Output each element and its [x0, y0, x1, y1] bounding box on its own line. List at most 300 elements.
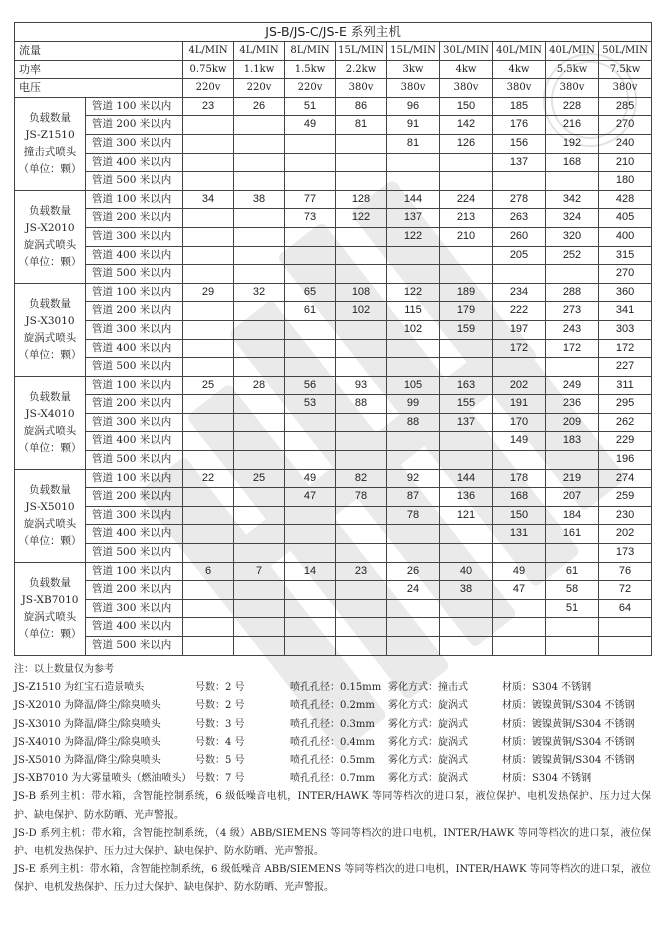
- table-cell: [440, 525, 493, 544]
- table-cell: 7: [234, 562, 285, 581]
- table-cell: 161: [546, 525, 599, 544]
- header-value: 380v: [493, 79, 546, 98]
- table-cell: [336, 339, 387, 358]
- group-label: [15, 376, 86, 469]
- table-cell: 81: [387, 134, 440, 153]
- table-cell: 76: [599, 562, 652, 581]
- model-line: [14, 770, 651, 788]
- pipe-length-label: 管道 100 米以内: [86, 562, 183, 581]
- table-cell: 260: [493, 227, 546, 246]
- table-cell: 278: [493, 190, 546, 209]
- table-cell: 263: [493, 209, 546, 228]
- table-cell: 168: [546, 153, 599, 172]
- table-cell: [183, 413, 234, 432]
- header-label: 电压: [15, 79, 183, 98]
- table-cell: [387, 599, 440, 618]
- header-value: 380v: [546, 79, 599, 98]
- table-cell: 183: [546, 432, 599, 451]
- table-cell: 213: [440, 209, 493, 228]
- table-cell: [285, 618, 336, 637]
- pipe-length-label: 管道 400 米以内: [86, 339, 183, 358]
- table-cell: [285, 339, 336, 358]
- table-cell: 78: [336, 488, 387, 507]
- pipe-length-label: 管道 200 米以内: [86, 302, 183, 321]
- pipe-length-label: 管道 300 米以内: [86, 506, 183, 525]
- table-cell: 65: [285, 283, 336, 302]
- group-label-line: 旋涡式喷头: [23, 424, 77, 437]
- table-cell: 222: [493, 302, 546, 321]
- table-cell: 252: [546, 246, 599, 265]
- table-cell: [183, 395, 234, 414]
- table-cell: 197: [493, 320, 546, 339]
- table-cell: [493, 618, 546, 637]
- model-atomize-method: 雾化方式：旋涡式: [388, 700, 468, 712]
- table-cell: [387, 358, 440, 377]
- table-cell: [183, 451, 234, 470]
- header-label: 功率: [15, 60, 183, 79]
- table-cell: 196: [599, 451, 652, 470]
- group-label-line: JS-X3010: [25, 314, 75, 327]
- table-cell: [440, 339, 493, 358]
- model-name: JS-X3010 为降温/降尘/除臭喷头: [14, 718, 161, 730]
- table-cell: [285, 358, 336, 377]
- header-row: [15, 60, 652, 79]
- table-cell: [234, 246, 285, 265]
- header-value: 8L/MIN: [285, 42, 336, 61]
- group-label-line: 旋涡式喷头: [23, 610, 77, 623]
- table-cell: [440, 358, 493, 377]
- table-row: [15, 395, 652, 414]
- table-cell: [285, 153, 336, 172]
- pipe-length-label: 管道 400 米以内: [86, 246, 183, 265]
- model-list: [14, 679, 651, 788]
- table-cell: [546, 544, 599, 563]
- table-cell: 207: [546, 488, 599, 507]
- table-cell: 88: [336, 395, 387, 414]
- table-cell: [336, 134, 387, 153]
- table-cell: [285, 134, 336, 153]
- table-cell: [285, 432, 336, 451]
- table-row: [15, 599, 652, 618]
- table-cell: 137: [440, 413, 493, 432]
- model-atomize-method: 雾化方式：旋涡式: [388, 754, 468, 766]
- header-value: 380v: [336, 79, 387, 98]
- table-row: [15, 190, 652, 209]
- header-value: 4L/MIN: [183, 42, 234, 61]
- group-label-line: 负载数量: [29, 204, 71, 217]
- table-cell: 227: [599, 358, 652, 377]
- table-cell: 47: [493, 581, 546, 600]
- table-cell: [234, 153, 285, 172]
- table-cell: 288: [546, 283, 599, 302]
- table-cell: [493, 172, 546, 191]
- pipe-length-label: 管道 500 米以内: [86, 451, 183, 470]
- table-cell: 108: [336, 283, 387, 302]
- model-material: 材质：镀镍黄铜/S304 不锈钢: [502, 736, 635, 748]
- table-cell: [336, 320, 387, 339]
- table-cell: [234, 339, 285, 358]
- table-cell: 273: [546, 302, 599, 321]
- table-cell: [440, 618, 493, 637]
- table-cell: 216: [546, 116, 599, 135]
- model-hole-size: 喷孔孔径：0.7mm: [290, 773, 375, 785]
- pipe-length-label: 管道 500 米以内: [86, 358, 183, 377]
- table-cell: [285, 451, 336, 470]
- table-cell: [183, 153, 234, 172]
- table-cell: [285, 413, 336, 432]
- pipe-length-label: 管道 400 米以内: [86, 525, 183, 544]
- table-cell: 49: [493, 562, 546, 581]
- pipe-length-label: 管道 100 米以内: [86, 283, 183, 302]
- group-label-line: JS-XB7010: [21, 593, 79, 606]
- table-cell: 93: [336, 376, 387, 395]
- model-atomize-method: 雾化方式：撞击式: [388, 682, 468, 694]
- table-cell: [234, 320, 285, 339]
- table-cell: 274: [599, 469, 652, 488]
- table-cell: [234, 637, 285, 656]
- header-value: 7.5kw: [599, 60, 652, 79]
- table-cell: [387, 451, 440, 470]
- table-cell: 96: [387, 97, 440, 116]
- group-label-line: 旋涡式喷头: [23, 331, 77, 344]
- table-row: [15, 413, 652, 432]
- table-cell: [599, 637, 652, 656]
- pipe-length-label: 管道 100 米以内: [86, 376, 183, 395]
- table-cell: [546, 451, 599, 470]
- table-cell: [336, 227, 387, 246]
- table-cell: 28: [234, 376, 285, 395]
- notes-intro: 注：以上数量仅为参考: [14, 664, 114, 675]
- table-cell: 26: [387, 562, 440, 581]
- header-value: 50L/MIN: [599, 42, 652, 61]
- table-cell: 92: [387, 469, 440, 488]
- table-cell: [183, 525, 234, 544]
- model-line: [14, 734, 651, 752]
- table-cell: 105: [387, 376, 440, 395]
- table-row: [15, 469, 652, 488]
- pipe-length-label: 管道 300 米以内: [86, 320, 183, 339]
- model-atomize-method: 雾化方式：旋涡式: [388, 718, 468, 730]
- table-cell: [183, 506, 234, 525]
- table-cell: 73: [285, 209, 336, 228]
- table-cell: 210: [599, 153, 652, 172]
- table-cell: 405: [599, 209, 652, 228]
- table-cell: 205: [493, 246, 546, 265]
- table-cell: [336, 525, 387, 544]
- table-cell: [183, 581, 234, 600]
- table-cell: 14: [285, 562, 336, 581]
- table-cell: [387, 339, 440, 358]
- table-cell: 184: [546, 506, 599, 525]
- table-cell: [336, 172, 387, 191]
- table-cell: [234, 432, 285, 451]
- table-cell: 191: [493, 395, 546, 414]
- model-atomize-method: 雾化方式：旋涡式: [388, 736, 468, 748]
- header-value: 30L/MIN: [440, 42, 493, 61]
- header-value: 0.75kw: [183, 60, 234, 79]
- table-row: [15, 97, 652, 116]
- table-cell: 234: [493, 283, 546, 302]
- table-cell: 189: [440, 283, 493, 302]
- table-cell: [183, 618, 234, 637]
- table-cell: [387, 637, 440, 656]
- table-cell: [234, 302, 285, 321]
- table-row: [15, 134, 652, 153]
- table-cell: 150: [440, 97, 493, 116]
- title-row: [15, 23, 652, 42]
- header-value: 15L/MIN: [336, 42, 387, 61]
- table-cell: 78: [387, 506, 440, 525]
- table-cell: 6: [183, 562, 234, 581]
- table-cell: 159: [440, 320, 493, 339]
- table-row: [15, 153, 652, 172]
- header-value: 220v: [183, 79, 234, 98]
- table-cell: [183, 116, 234, 135]
- table-cell: 122: [387, 227, 440, 246]
- model-material: 材质：S304 不锈钢: [502, 773, 592, 785]
- table-cell: 38: [440, 581, 493, 600]
- table-cell: 58: [546, 581, 599, 600]
- table-cell: [183, 227, 234, 246]
- pipe-length-label: 管道 100 米以内: [86, 190, 183, 209]
- table-cell: 270: [599, 116, 652, 135]
- table-cell: 311: [599, 376, 652, 395]
- table-cell: 49: [285, 469, 336, 488]
- table-cell: 49: [285, 116, 336, 135]
- table-cell: 228: [546, 97, 599, 116]
- table-cell: 172: [599, 339, 652, 358]
- table-cell: 87: [387, 488, 440, 507]
- table-cell: 144: [440, 469, 493, 488]
- table-cell: 155: [440, 395, 493, 414]
- header-value: 40L/MIN: [546, 42, 599, 61]
- table-cell: [440, 599, 493, 618]
- model-hole-size: 喷孔孔径：0.3mm: [290, 718, 375, 730]
- table-cell: 102: [387, 320, 440, 339]
- table-row: [15, 358, 652, 377]
- table-cell: 32: [234, 283, 285, 302]
- group-label-line: JS-X4010: [25, 407, 75, 420]
- model-material: 材质：镀镍黄铜/S304 不锈钢: [502, 718, 635, 730]
- table-cell: [234, 488, 285, 507]
- table-cell: [234, 413, 285, 432]
- table-cell: 243: [546, 320, 599, 339]
- table-cell: [336, 637, 387, 656]
- table-cell: 180: [599, 172, 652, 191]
- table-row: [15, 172, 652, 191]
- table-row: [15, 525, 652, 544]
- table-cell: 240: [599, 134, 652, 153]
- table-cell: 163: [440, 376, 493, 395]
- table-cell: [183, 339, 234, 358]
- table-cell: [387, 525, 440, 544]
- model-hole-size: 喷孔孔径：0.4mm: [290, 736, 375, 748]
- table-cell: [546, 618, 599, 637]
- table-cell: 115: [387, 302, 440, 321]
- table-cell: [285, 525, 336, 544]
- pipe-length-label: 管道 200 米以内: [86, 209, 183, 228]
- table-cell: 262: [599, 413, 652, 432]
- pipe-length-label: 管道 300 米以内: [86, 134, 183, 153]
- model-hole-size: 喷孔孔径：0.15mm: [290, 682, 382, 694]
- notes-section: [14, 661, 651, 898]
- group-label: [15, 97, 86, 190]
- model-line: [14, 679, 651, 697]
- group-label-line: 撞击式喷头: [23, 145, 77, 158]
- model-name: JS-X4010 为降温/降尘/除臭喷头: [14, 736, 161, 748]
- table-cell: 22: [183, 469, 234, 488]
- table-cell: 88: [387, 413, 440, 432]
- table-cell: 128: [336, 190, 387, 209]
- group-label-line: 负载数量: [29, 297, 71, 310]
- table-row: [15, 302, 652, 321]
- table-row: [15, 581, 652, 600]
- table-row: [15, 265, 652, 284]
- header-value: 1.5kw: [285, 60, 336, 79]
- table-cell: 26: [234, 97, 285, 116]
- table-cell: 142: [440, 116, 493, 135]
- table-cell: 34: [183, 190, 234, 209]
- table-cell: 179: [440, 302, 493, 321]
- header-value: 5.5kw: [546, 60, 599, 79]
- table-cell: 25: [234, 469, 285, 488]
- table-cell: 341: [599, 302, 652, 321]
- table-cell: [285, 246, 336, 265]
- pipe-length-label: 管道 500 米以内: [86, 172, 183, 191]
- header-label: 流量: [15, 42, 183, 61]
- table-cell: [599, 618, 652, 637]
- table-cell: 202: [493, 376, 546, 395]
- table-cell: 428: [599, 190, 652, 209]
- table-cell: [546, 172, 599, 191]
- table-cell: 137: [387, 209, 440, 228]
- table-cell: 24: [387, 581, 440, 600]
- group-label-line: 负载数量: [29, 576, 71, 589]
- table-cell: 168: [493, 488, 546, 507]
- table-cell: 320: [546, 227, 599, 246]
- table-row: [15, 562, 652, 581]
- table-cell: 176: [493, 116, 546, 135]
- table-cell: [440, 153, 493, 172]
- group-label-line: 负载数量: [29, 390, 71, 403]
- table-cell: 47: [285, 488, 336, 507]
- group-label-line: JS-X2010: [25, 221, 75, 234]
- table-cell: 23: [336, 562, 387, 581]
- group-label-line: JS-Z1510: [25, 128, 75, 141]
- table-cell: [234, 581, 285, 600]
- table-cell: 82: [336, 469, 387, 488]
- table-cell: [183, 432, 234, 451]
- model-line: [14, 752, 651, 770]
- table-cell: [285, 637, 336, 656]
- table-cell: [387, 153, 440, 172]
- table-cell: [387, 265, 440, 284]
- header-value: 3kw: [387, 60, 440, 79]
- pipe-length-label: 管道 400 米以内: [86, 618, 183, 637]
- table-cell: 303: [599, 320, 652, 339]
- table-cell: 149: [493, 432, 546, 451]
- table-cell: 185: [493, 97, 546, 116]
- table-cell: [493, 451, 546, 470]
- pipe-length-label: 管道 400 米以内: [86, 153, 183, 172]
- table-cell: [234, 618, 285, 637]
- table-cell: [234, 134, 285, 153]
- table-cell: [285, 320, 336, 339]
- table-cell: 259: [599, 488, 652, 507]
- table-cell: 209: [546, 413, 599, 432]
- table-cell: 295: [599, 395, 652, 414]
- series-b-description: JS-B 系列主机：带水箱，含智能控制系统，6 级低噪音电机，INTER/HAWK 等同等档次的进口泵，液位保护、电机发热保护、压力过大保护、缺电保护、防水防晒、光声警报。: [14, 791, 651, 821]
- table-row: [15, 488, 652, 507]
- table-cell: 23: [183, 97, 234, 116]
- table-cell: [440, 172, 493, 191]
- pipe-length-label: 管道 500 米以内: [86, 265, 183, 284]
- table-cell: 210: [440, 227, 493, 246]
- table-cell: 202: [599, 525, 652, 544]
- header-row: [15, 42, 652, 61]
- header-row: [15, 79, 652, 98]
- model-hole-size: 喷孔孔径：0.2mm: [290, 700, 375, 712]
- table-cell: [440, 265, 493, 284]
- table-cell: [183, 302, 234, 321]
- spec-table: [14, 22, 652, 656]
- table-cell: [285, 227, 336, 246]
- table-cell: [336, 581, 387, 600]
- table-cell: 400: [599, 227, 652, 246]
- table-cell: 315: [599, 246, 652, 265]
- table-cell: [387, 432, 440, 451]
- table-cell: 122: [336, 209, 387, 228]
- group-label: [15, 469, 86, 562]
- model-name: JS-X2010 为降温/降尘/除臭喷头: [14, 700, 161, 712]
- table-cell: 25: [183, 376, 234, 395]
- pipe-length-label: 管道 200 米以内: [86, 581, 183, 600]
- table-cell: 173: [599, 544, 652, 563]
- table-cell: [440, 432, 493, 451]
- pipe-length-label: 管道 200 米以内: [86, 395, 183, 414]
- table-cell: 342: [546, 190, 599, 209]
- table-cell: [183, 488, 234, 507]
- table-cell: 131: [493, 525, 546, 544]
- table-cell: [234, 395, 285, 414]
- table-cell: [387, 618, 440, 637]
- table-cell: [336, 432, 387, 451]
- table-row: [15, 451, 652, 470]
- table-cell: 178: [493, 469, 546, 488]
- group-label: [15, 283, 86, 376]
- header-value: 4kw: [440, 60, 493, 79]
- table-row: [15, 506, 652, 525]
- table-cell: [183, 544, 234, 563]
- table-cell: 144: [387, 190, 440, 209]
- pipe-length-label: 管道 100 米以内: [86, 469, 183, 488]
- model-count: 号数：3 号: [195, 718, 245, 730]
- table-cell: [336, 413, 387, 432]
- table-cell: [183, 134, 234, 153]
- table-row: [15, 637, 652, 656]
- table-cell: 156: [493, 134, 546, 153]
- table-cell: [234, 227, 285, 246]
- table-cell: [387, 544, 440, 563]
- table-cell: 122: [387, 283, 440, 302]
- group-label-line: （单位：颗）: [18, 162, 82, 175]
- group-label-line: （单位：颗）: [18, 255, 82, 268]
- table-cell: [234, 116, 285, 135]
- table-cell: 81: [336, 116, 387, 135]
- group-label-line: 旋涡式喷头: [23, 238, 77, 251]
- table-cell: [285, 265, 336, 284]
- table-cell: [183, 320, 234, 339]
